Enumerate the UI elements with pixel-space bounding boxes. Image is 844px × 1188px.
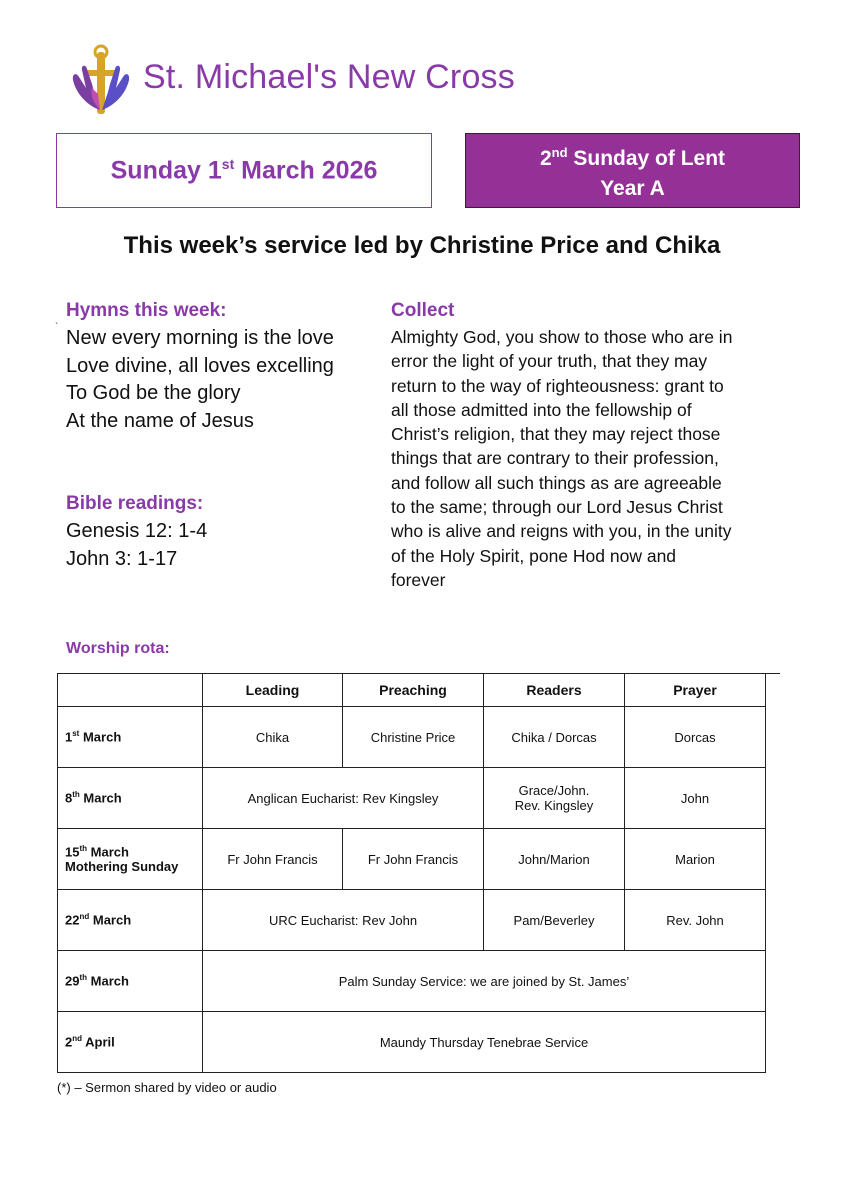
prayer-cell: Rev. John (625, 890, 766, 951)
collect-line: Christ’s religion, that they may reject those (391, 424, 721, 445)
table-rule (764, 673, 780, 674)
collect-line: forever (391, 569, 446, 590)
praying-hands-cross-icon (70, 44, 132, 116)
merged-service-cell: Palm Sunday Service: we are joined by St. James’ (203, 951, 766, 1012)
leading-cell: Fr John Francis (203, 829, 343, 890)
row-date: 29th March (58, 951, 203, 1012)
column-header-prayer: Prayer (625, 674, 766, 707)
table-row (58, 951, 766, 1012)
row-date: 8th March (58, 768, 203, 829)
prayer-cell: Marion (625, 829, 766, 890)
bible-reading-item: Genesis 12: 1-4 (66, 520, 208, 542)
leading-preaching-cell: Anglican Eucharist: Rev Kingsley (203, 768, 484, 829)
table-row (58, 890, 766, 951)
table-header-row (58, 674, 766, 707)
row-date: 15th March Mothering Sunday (58, 829, 203, 890)
bible-readings-list (66, 518, 207, 573)
collect-line: of the Holy Spirit, pone Hod now and (391, 545, 677, 566)
worship-rota-heading: Worship rota: (66, 640, 170, 657)
collect-heading: Collect (391, 300, 455, 321)
row-date: 22nd March (58, 890, 203, 951)
merged-service-cell: Maundy Thursday Tenebrae Service (203, 1012, 766, 1073)
table-row (58, 707, 766, 768)
prayer-cell: John (625, 768, 766, 829)
hymn-item: To God be the glory (66, 382, 241, 404)
collect-line: all those admitted into the fellowship of (391, 399, 692, 420)
collect-line: error the light of your truth, that they may (391, 351, 708, 372)
worship-rota-table (57, 673, 766, 1073)
readers-cell: Grace/John. Rev. Kingsley (484, 768, 625, 829)
bible-reading-item: John 3: 1-17 (66, 547, 178, 570)
leading-cell: Chika (203, 707, 343, 768)
service-date-box (56, 133, 432, 208)
hymns-list (66, 325, 334, 435)
collect-line: and follow all such things as are agreeable (391, 472, 722, 493)
collect-line: who is alive and reigns with you, in the unity (391, 521, 732, 542)
readers-cell: John/Marion (484, 829, 625, 890)
service-date: Sunday 1st March 2026 (110, 155, 378, 185)
collect-line: to the same; through our Lord Jesus Christ (391, 497, 723, 518)
liturgical-day: 2nd Sunday of Lent (539, 144, 726, 170)
hymns-heading: Hymns this week: (66, 300, 227, 321)
footnote: (*) – Sermon shared by video or audio (57, 1080, 277, 1095)
row-date: 1st March (58, 707, 203, 768)
column-header-leading: Leading (203, 674, 343, 707)
liturgical-year: Year A (600, 176, 665, 200)
collect-line: things that are contrary to their profession, (391, 448, 719, 469)
bible-readings-heading: Bible readings: (66, 493, 204, 514)
hymn-item: New every morning is the love (66, 327, 334, 349)
preaching-cell: Christine Price (343, 707, 484, 768)
readers-cell: Chika / Dorcas (484, 707, 625, 768)
preaching-cell: Fr John Francis (343, 829, 484, 890)
liturgical-season-banner (465, 133, 800, 208)
row-date: 2nd April (58, 1012, 203, 1073)
collect-text (391, 325, 761, 592)
column-header-readers: Readers (484, 674, 625, 707)
leading-preaching-cell: URC Eucharist: Rev John (203, 890, 484, 951)
column-header-preaching: Preaching (343, 674, 484, 707)
hymn-item: At the name of Jesus (66, 409, 254, 432)
collect-line: Almighty God, you show to those who are in (391, 327, 733, 347)
readers-cell: Pam/Beverley (484, 890, 625, 951)
table-row (58, 768, 766, 829)
table-row (58, 829, 766, 890)
hymn-item: Love divine, all loves excelling (66, 354, 334, 377)
collect-line: return to the way of righteousness: grant to (391, 375, 724, 396)
prayer-cell: Dorcas (625, 707, 766, 768)
stray-mark: ` (55, 322, 59, 333)
table-row (58, 1012, 766, 1073)
organization-name: St. Michael's New Cross (143, 58, 515, 96)
column-header (58, 674, 203, 707)
service-leader-title: This week’s service led by Christine Price and Chika (123, 232, 721, 259)
